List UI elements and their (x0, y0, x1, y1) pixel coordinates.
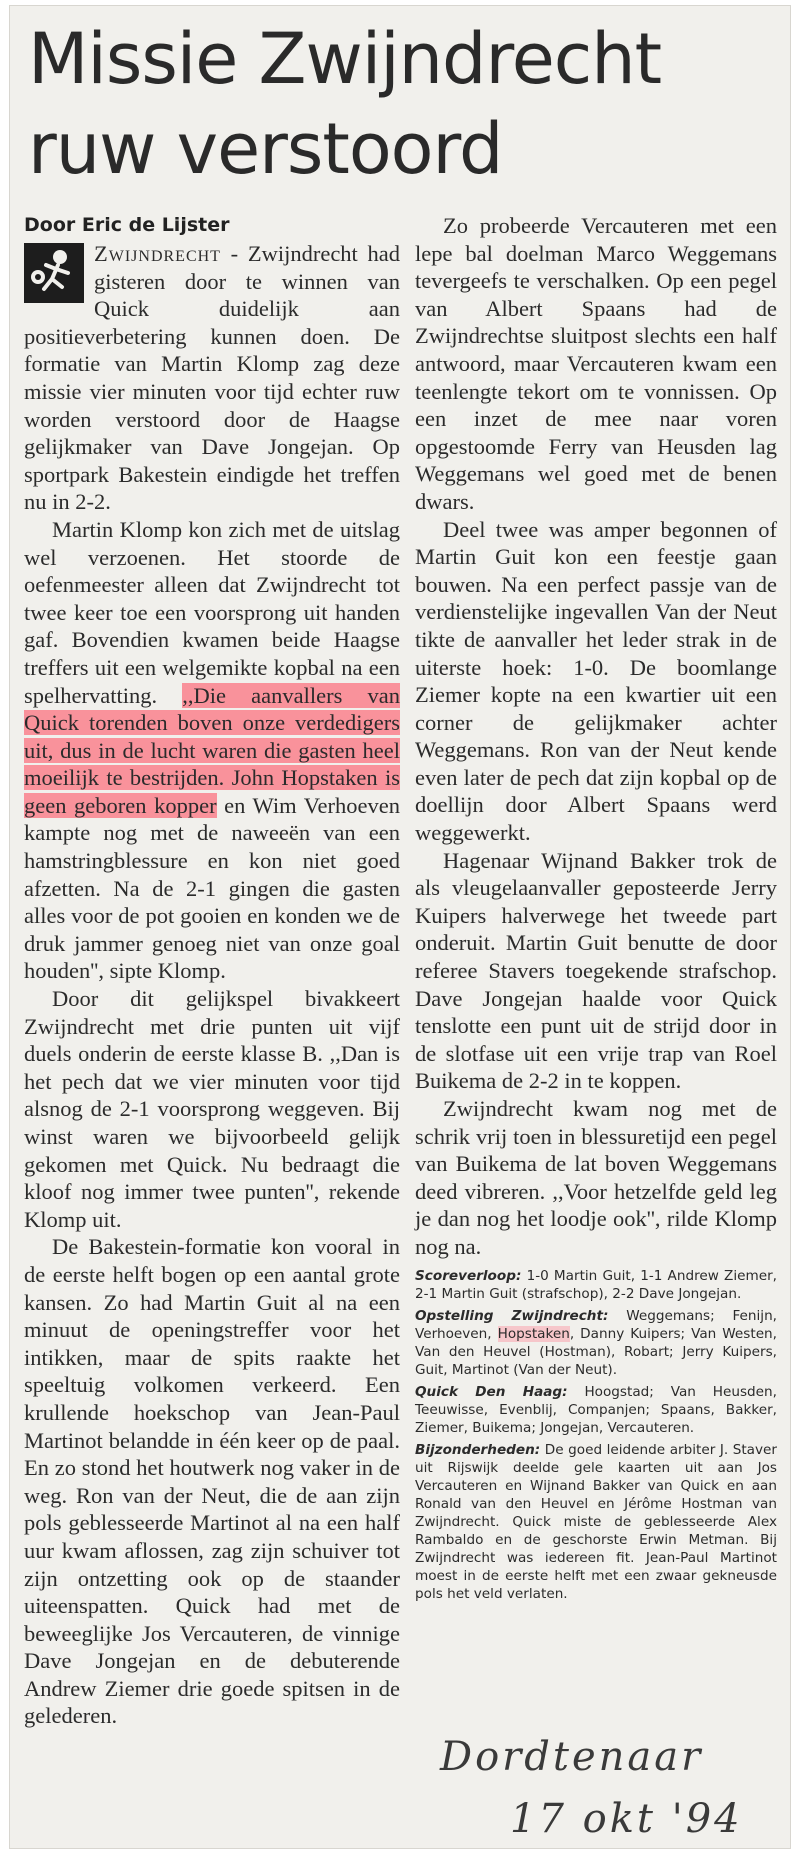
headline-line-2: ruw verstoord (28, 108, 503, 190)
handwritten-source-note (440, 1726, 743, 1848)
paragraph-2 (24, 516, 400, 985)
lead-text: - Zwijndrecht had gisteren door te winnen van Quick duidelijk aan positieverbetering kunnen doen. De formatie van Martin Klomp zag deze missie vier minuten voor tijd echter ruw worden verstoord door de Haagse gelijkmaker van Dave Jongejan. Op sportpark Bakestein eindigde het treffen nu in 2-2. (24, 241, 400, 515)
lineup-zwijndrecht-label: Opstelling Zwijndrecht: (415, 1307, 609, 1324)
particulars-label: Bijzonderheden: (415, 1441, 541, 1458)
article-column-right (415, 212, 777, 1607)
paragraph-6: Deel twee was amper begonnen of Martin Guit kon een feestje gaan bouwen. Na een perfect passje van de verdienstelijke ingevallen Van der Neut tikte de aanvaller het leder strak in de uiterste hoek: 1-0. De boomlange Ziemer kopte na een kwartier uit een corner de gelijkmaker achter Weggemans. Ron van der Neut kende even later de pech dat zijn kopbal op de doellijn door Albert Spaans werd weggewerkt. (415, 516, 777, 846)
lineup-zwijndrecht-text-a: Weggemans; Fenijn, Verhoeven, (415, 1307, 778, 1342)
paragraph-8: Zwijndrecht kwam nog met de schrik vrij toen in blessuretijd een pegel van Buikema de lat boven Weggemans deed vibreren. ,,Voor hetzelfde geld leg je dan nog het loodje ook'', rilde Klomp nog na. (415, 1096, 777, 1259)
article-column-left (24, 212, 400, 1730)
newspaper-clipping (10, 6, 790, 1848)
football-player-icon (24, 243, 84, 303)
paragraph-2-text-a: Martin Klomp kon zich met de uitslag wel verzoenen. Het stoorde de oefenmeester alleen dat Zwijndrecht tot twee keer toe een voorsprong uit handen gaf. Bovendien kwamen beide Haagse treffers uit een welgemikte kopbal na een spelhervatting. (24, 516, 400, 708)
paragraph-4: De Bakestein-formatie kon vooral in de eerste helft bogen op een aantal grote kansen. Zo had Martin Guit al na een minuut de openingstreffer voor het intikken, maar de spits raakte het speeltuig volkomen verkeerd. Een krullende hoekschop van Jean-Paul Martinot belandde in één keer op de paal. En zo stond het houtwerk nog vaker in de weg. Ron van der Neut, die de aan zijn pols geblesseerde Martinot al na een half uur kwam aflossen, zag zijn schuiver tot zijn ontzetting ook op de staander uiteenspatten. Quick had met de beweeglijke Jos Vercauteren, de vinnige Dave Jongejan en de debuterende Andrew Ziemer drie goede spitsen in de gelederen. (24, 1234, 400, 1729)
paragraph-7: Hagenaar Wijnand Bakker trok de als vleugelaanvaller geposteerde Jerry Kuipers halverwege het tweede part onderuit. Martin Guit benutte de door referee Stavers toegekende strafschop. Dave Jongejan haalde voor Quick tenslotte een punt uit de strijd door in de slotfase uit een vrije trap van Roel Buikema de 2-2 in te koppen. (415, 847, 777, 1094)
score-label: Scoreverloop: (415, 1267, 522, 1284)
byline: Door Eric de Lijster (24, 214, 230, 236)
lineup-quick (415, 1383, 777, 1437)
match-summary (415, 1267, 777, 1603)
paragraph-2-text-b: en Wim Verhoeven kampte nog met de naweeën van een hamstringblessure en kon niet goed afzetten. Na de 2-1 gingen die gasten alles voor de pot gooien en konden we de druk jammer genoeg niet van onze goal houden'', sipte Klomp. (24, 792, 400, 984)
lineup-quick-label: Quick Den Haag: (415, 1383, 568, 1400)
headline (28, 14, 788, 194)
paragraph-5: Zo probeerde Vercauteren met een lepe bal doelman Marco Weggemans tevergeefs te verschalken. Op een pegel van Albert Spaans had de Zwijndrechtse sluitpost slechts een half antwoord, maar Vercauteren kwam een teenlengte tekort om te vonnissen. Op een inzet de mee naar voren opgestoomde Ferry van Heusden lag Weggemans wel goed met de benen dwars. (415, 213, 777, 514)
handwritten-date: 17 okt '94 (510, 1796, 743, 1842)
highlighted-player: Hopstaken (497, 1325, 570, 1342)
highlighted-quote: ,,Die aanvallers van Quick torenden boven onze verdedigers uit, dus in de lucht waren die gasten heel moeilijk te bestrijden. John Hopstaken is geen geboren kopper (24, 682, 400, 818)
lineup-zwijndrecht (415, 1307, 777, 1379)
lineup-zwijndrecht-text-b: , Danny Kuipers; Van Westen, Van den Heuvel (Hostman), Robart; Jerry Kuipers, Guit, Martinot (Van der Neut). (415, 1325, 777, 1378)
paragraph-3: Door dit gelijkspel bivakkeert Zwijndrecht met drie punten uit vijf duels onderin de eerste klasse B. ,,Dan is het pech dat we vier minuten voor tijd alsnog de 2-1 voorsprong weggeven. Bij winst waren we bijvoorbeeld gelijk gekomen met Quick. Nu bedraagt die kloof nog immer twee punten'', rekende Klomp uit. (24, 986, 400, 1232)
particulars-text: De goed leidende arbiter J. Staver uit Rijswijk deelde gele kaarten uit aan Jos Vercauteren en Wijnand Bakker van Quick en aan Ronald van den Heuvel en Jérôme Hostman van Zwijndrecht. Quick miste de geblesseerde Alex Rambaldo en de geschorste Erwin Metman. Bij Zwijndrecht was iedereen fit. Jean-Paul Martinot moest in de eerste helft met een zwaar gekneusde pols het veld verlaten. (415, 1441, 777, 1602)
lead-paragraph (24, 240, 400, 516)
dateline: Zwijndrecht (94, 241, 221, 266)
lineup-quick-text: Hoogstad; Van Heusden, Teeuwisse, Evenblij, Companjen; Spaans, Bakker, Ziemer, Buikema; Jongejan, Vercauteren. (415, 1383, 777, 1436)
score-progress (415, 1267, 777, 1303)
score-text: 1-0 Martin Guit, 1-1 Andrew Ziemer, 2-1 Martin Guit (strafschop), 2-2 Dave Jongejan. (415, 1267, 777, 1302)
particulars (415, 1441, 777, 1603)
handwritten-newspaper-name: Dordtenaar (440, 1734, 704, 1780)
headline-line-1: Missie Zwijndrecht (28, 18, 662, 100)
